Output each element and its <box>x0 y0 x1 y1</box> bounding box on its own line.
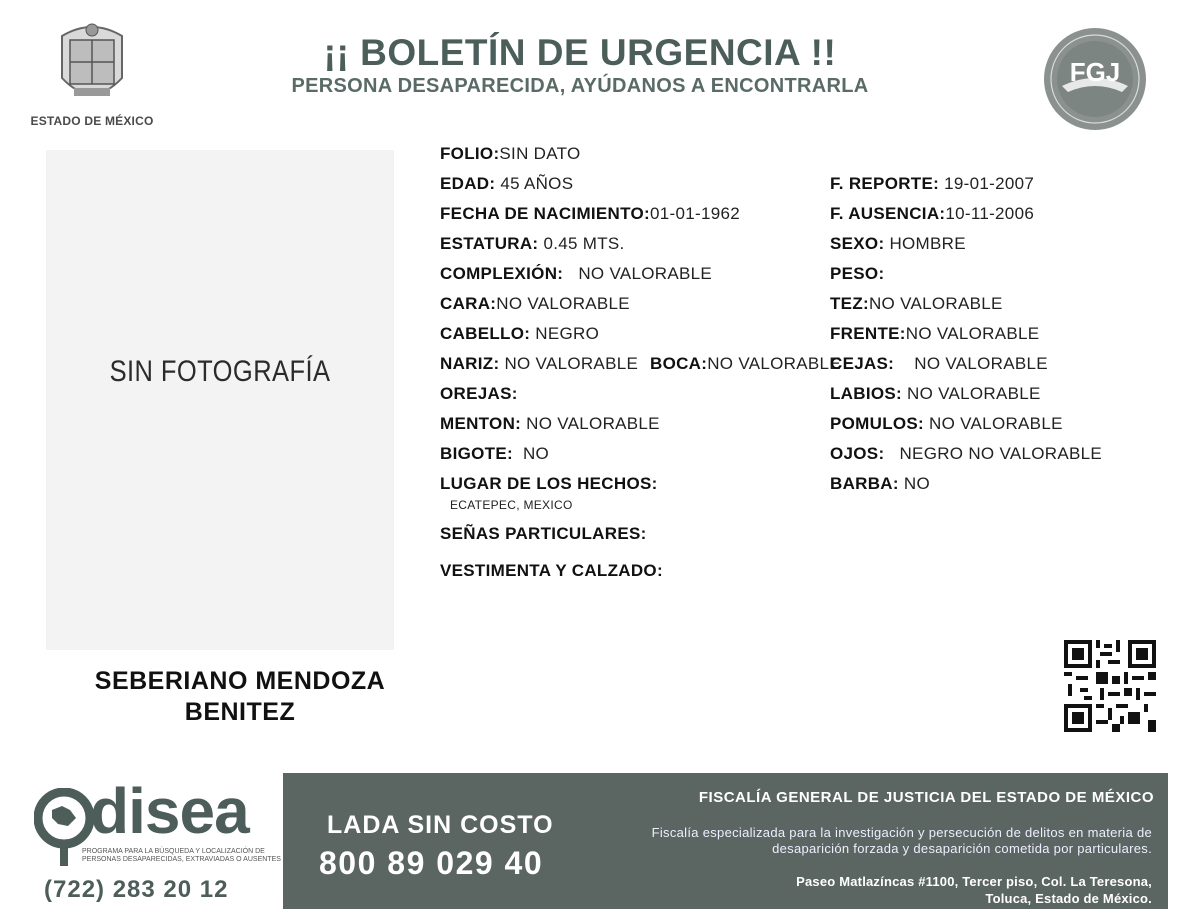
field-vestimenta: VESTIMENTA Y CALZADO: <box>440 561 663 580</box>
estado-de-mexico-logo <box>28 18 156 128</box>
no-photo-label: SIN FOTOGRAFÍA <box>109 355 331 388</box>
person-name-line1: SEBERIANO MENDOZA <box>94 667 386 695</box>
fgj-description: Fiscalía especializada para la investigación y persecución de delitos en materia de desaparición forzada y desaparición cometida por particulares. <box>651 825 1152 856</box>
fgj-badge-text: FGJ <box>1069 57 1121 87</box>
field-pomulos: POMULOS: NO VALORABLE <box>830 414 1063 433</box>
lada-number[interactable]: 800 89 029 40 <box>319 845 544 881</box>
photo-placeholder <box>46 150 394 650</box>
field-cabello: CABELLO: NEGRO <box>440 324 600 343</box>
field-peso: PESO: <box>830 264 885 283</box>
field-nariz: NARIZ: NO VALORABLE <box>440 354 639 373</box>
odisea-logo <box>30 775 281 914</box>
bulletin-subtitle: PERSONA DESAPARECIDA, AYÚDANOS A ENCONTRARLA <box>291 75 869 97</box>
field-fecha-ausencia: F. AUSENCIA:10-11-2006 <box>830 204 1035 223</box>
fgj-full-name: FISCALÍA GENERAL DE JUSTICIA DEL ESTADO DE MÉXICO <box>698 789 1154 806</box>
person-name-line2: BENITEZ <box>184 698 296 726</box>
field-labios: LABIOS: NO VALORABLE <box>830 384 1041 403</box>
field-edad: EDAD: 45 AÑOS <box>440 174 574 193</box>
coat-of-arms-icon <box>52 18 132 108</box>
field-lugar-value: ECATEPEC, MEXICO <box>450 498 573 512</box>
field-tez: TEZ:NO VALORABLE <box>830 294 1003 313</box>
local-phone[interactable]: (722) 283 20 12 <box>44 876 229 903</box>
field-senas: SEÑAS PARTICULARES: <box>440 524 647 543</box>
field-fecha-reporte: F. REPORTE: 19-01-2007 <box>830 174 1035 193</box>
address-line1: Paseo Matlazíncas #1100, Tercer piso, Col. La Teresona, <box>796 874 1152 889</box>
fgj-seal-icon <box>1042 26 1148 132</box>
field-cara: CARA:NO VALORABLE <box>440 294 630 313</box>
odisea-brand: disea <box>90 775 249 847</box>
field-folio: FOLIO:SIN DATO <box>440 144 581 163</box>
field-lugar-label: LUGAR DE LOS HECHOS: <box>440 474 658 493</box>
field-estatura: ESTATURA: 0.45 MTS. <box>440 234 625 253</box>
footer-band <box>283 773 1168 909</box>
fgj-address <box>652 873 1152 907</box>
field-bigote: BIGOTE: NO <box>440 444 550 463</box>
fgj-logo <box>1042 26 1148 132</box>
field-frente: FRENTE:NO VALORABLE <box>830 324 1040 343</box>
address-line2: Toluca, Estado de México. <box>985 891 1152 906</box>
field-ojos: OJOS: NEGRO NO VALORABLE <box>830 444 1103 463</box>
bulletin-title: ¡¡ BOLETÍN DE URGENCIA !! <box>323 32 837 73</box>
person-name <box>60 666 420 728</box>
lada-label: LADA SIN COSTO <box>327 811 554 839</box>
qr-code-icon <box>1064 640 1156 732</box>
field-sexo: SEXO: HOMBRE <box>830 234 966 253</box>
odisea-program: PROGRAMA PARA LA BÚSQUEDA Y LOCALIZACIÓN DE PERSONAS DESAPARECIDAS, EXTRAVIADAS O AUSENTES <box>82 848 281 863</box>
field-menton: MENTON: NO VALORABLE <box>440 414 660 433</box>
field-fecha-nacimiento: FECHA DE NACIMIENTO:01-01-1962 <box>440 204 740 223</box>
field-boca: BOCA:NO VALORABLE <box>650 354 841 373</box>
field-orejas: OREJAS: <box>440 384 518 403</box>
field-barba: BARBA: NO <box>830 474 930 493</box>
state-label: ESTADO DE MÉXICO <box>30 114 154 128</box>
field-cejas: CEJAS: NO VALORABLE <box>830 354 1048 373</box>
field-complexion: COMPLEXIÓN: NO VALORABLE <box>440 264 712 283</box>
qr-code[interactable] <box>1064 640 1156 732</box>
